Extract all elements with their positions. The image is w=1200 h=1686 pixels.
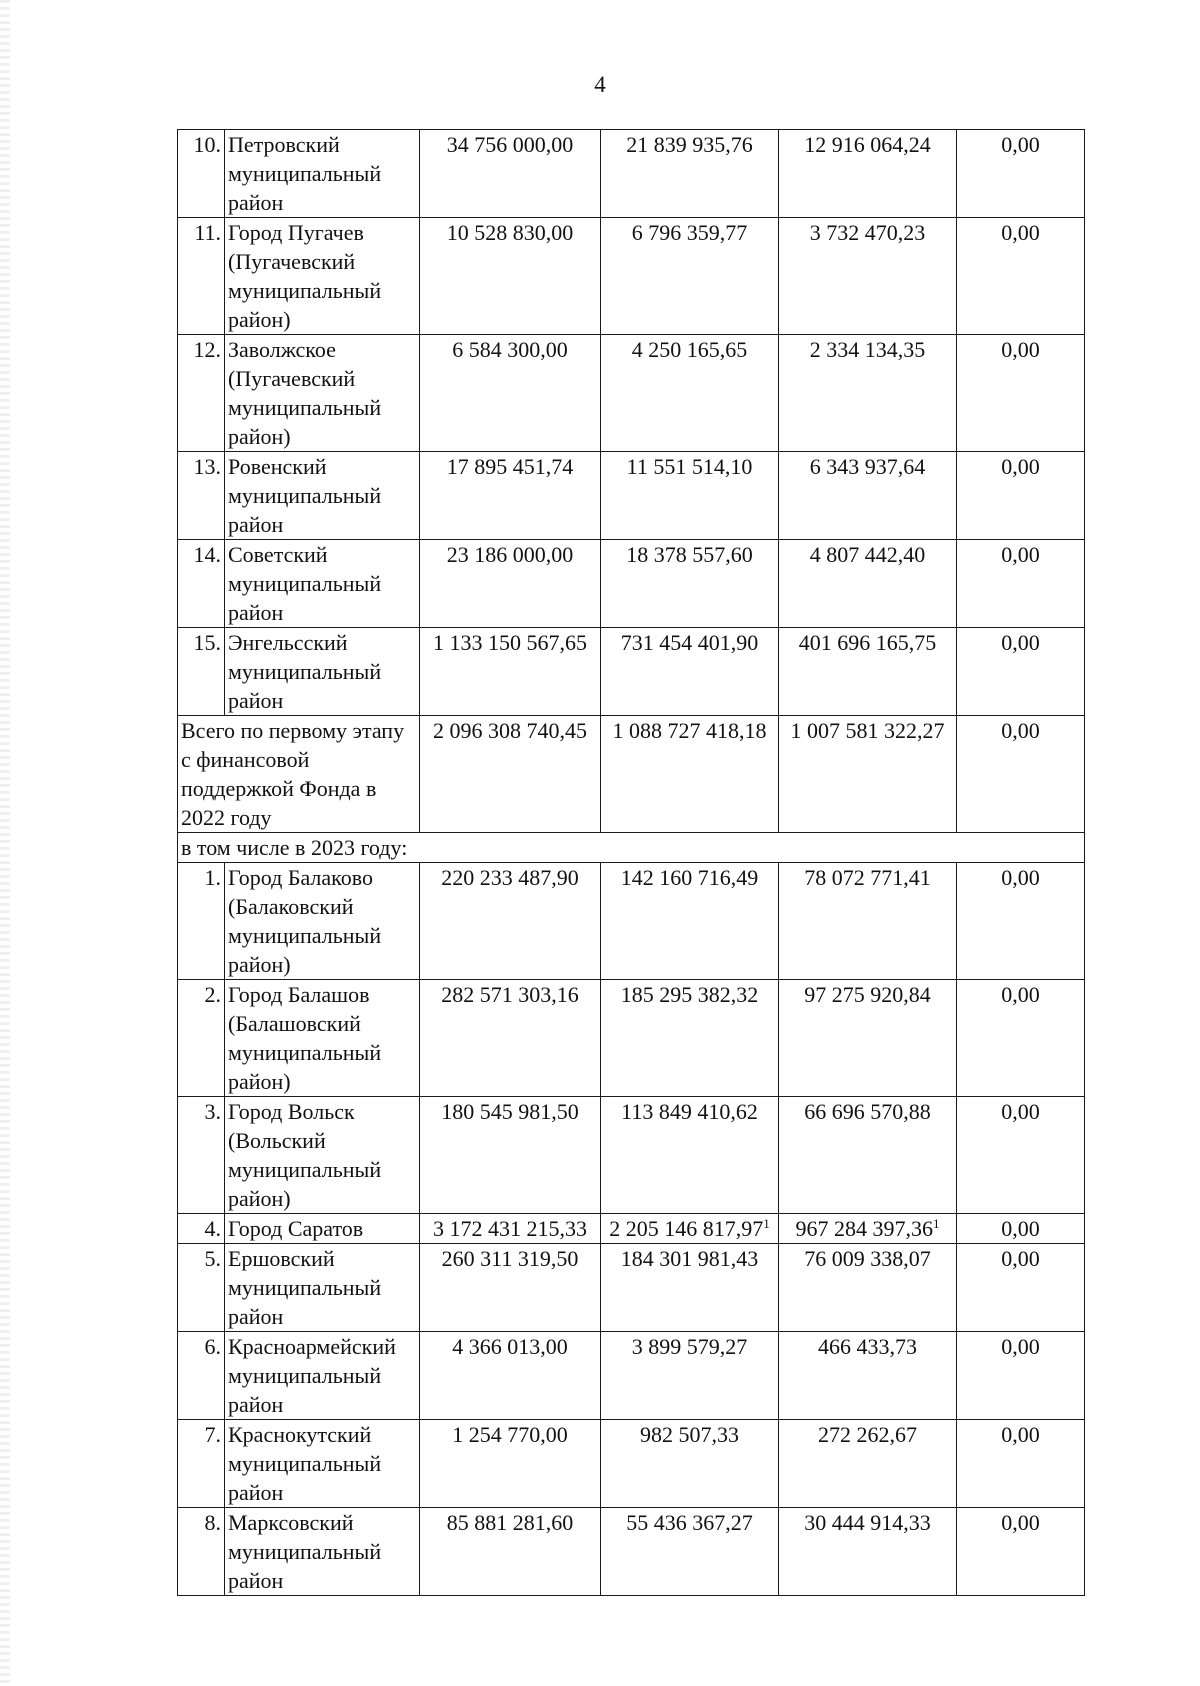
local-amount: 0,00 <box>957 335 1085 452</box>
table-row <box>178 1420 1085 1508</box>
regional-amount: 6 343 937,64 <box>779 452 957 540</box>
row-number: 15. <box>178 628 225 716</box>
fund-amount: 1 088 727 418,18 <box>601 716 779 833</box>
local-amount: 0,00 <box>957 628 1085 716</box>
regional-amount: 4 807 442,40 <box>779 540 957 628</box>
scan-edge-artifact <box>0 0 10 1686</box>
municipality-name: Энгельсский муниципальный район <box>225 628 420 716</box>
local-amount: 0,00 <box>957 716 1085 833</box>
regional-amount: 12 916 064,24 <box>779 130 957 218</box>
section-label: в том числе в 2023 году: <box>178 833 1085 863</box>
total-amount: 4 366 013,00 <box>420 1332 601 1420</box>
regional-amount: 30 444 914,33 <box>779 1508 957 1596</box>
row-number: 11. <box>178 218 225 335</box>
municipality-name: Город Вольск (Вольский муниципальный район) <box>225 1097 420 1214</box>
regional-amount: 2 334 134,35 <box>779 335 957 452</box>
row-number: 10. <box>178 130 225 218</box>
row-number: 3. <box>178 1097 225 1214</box>
municipality-name: Город Балашов (Балашовский муниципальный район) <box>225 980 420 1097</box>
local-amount: 0,00 <box>957 863 1085 980</box>
row-number: 4. <box>178 1214 225 1244</box>
regional-amount: 272 262,67 <box>779 1420 957 1508</box>
total-amount: 260 311 319,50 <box>420 1244 601 1332</box>
regional-amount: 66 696 570,88 <box>779 1097 957 1214</box>
table-row <box>178 130 1085 218</box>
local-amount: 0,00 <box>957 1097 1085 1214</box>
municipality-name: Ершовский муниципальный район <box>225 1244 420 1332</box>
table-row <box>178 1332 1085 1420</box>
table-row <box>178 1508 1085 1596</box>
municipality-name: Красноармейский муниципальный район <box>225 1332 420 1420</box>
municipality-name: Город Пугачев (Пугачевский муниципальный район) <box>225 218 420 335</box>
regional-amount: 76 009 338,07 <box>779 1244 957 1332</box>
regional-amount: 1 007 581 322,27 <box>779 716 957 833</box>
regional-amount: 78 072 771,41 <box>779 863 957 980</box>
municipality-name: Город Саратов <box>225 1214 420 1244</box>
page-number: 4 <box>594 72 606 97</box>
total-amount: 34 756 000,00 <box>420 130 601 218</box>
municipality-name: Марксовский муниципальный район <box>225 1508 420 1596</box>
local-amount: 0,00 <box>957 1420 1085 1508</box>
municipality-name: Ровенский муниципальный район <box>225 452 420 540</box>
fund-amount: 113 849 410,62 <box>601 1097 779 1214</box>
total-amount: 6 584 300,00 <box>420 335 601 452</box>
fund-amount: 55 436 367,27 <box>601 1508 779 1596</box>
footnote-marker: 1 <box>933 1216 940 1231</box>
total-amount: 282 571 303,16 <box>420 980 601 1097</box>
regional-amount <box>779 1214 957 1244</box>
fund-amount: 142 160 716,49 <box>601 863 779 980</box>
row-number: 8. <box>178 1508 225 1596</box>
regional-amount-value: 967 284 397,36 <box>795 1216 933 1241</box>
section-row <box>178 833 1085 863</box>
local-amount: 0,00 <box>957 1214 1085 1244</box>
total-amount: 10 528 830,00 <box>420 218 601 335</box>
municipality-name: Заволжское (Пугачевский муниципальный район) <box>225 335 420 452</box>
total-amount: 1 133 150 567,65 <box>420 628 601 716</box>
municipality-name: Советский муниципальный район <box>225 540 420 628</box>
row-number: 7. <box>178 1420 225 1508</box>
regional-amount: 401 696 165,75 <box>779 628 957 716</box>
row-number: 12. <box>178 335 225 452</box>
table-row <box>178 218 1085 335</box>
total-amount: 23 186 000,00 <box>420 540 601 628</box>
total-label: Всего по первому этапу с финансовой поддержкой Фонда в 2022 году <box>178 716 420 833</box>
row-number: 13. <box>178 452 225 540</box>
local-amount: 0,00 <box>957 980 1085 1097</box>
table-row <box>178 335 1085 452</box>
footnote-marker: 1 <box>763 1216 770 1231</box>
fund-amount: 21 839 935,76 <box>601 130 779 218</box>
fund-amount: 185 295 382,32 <box>601 980 779 1097</box>
local-amount: 0,00 <box>957 130 1085 218</box>
table-row <box>178 452 1085 540</box>
total-amount: 17 895 451,74 <box>420 452 601 540</box>
fund-amount: 184 301 981,43 <box>601 1244 779 1332</box>
local-amount: 0,00 <box>957 1508 1085 1596</box>
total-amount: 2 096 308 740,45 <box>420 716 601 833</box>
table-row <box>178 1244 1085 1332</box>
row-number: 1. <box>178 863 225 980</box>
fund-amount <box>601 1214 779 1244</box>
total-amount: 3 172 431 215,33 <box>420 1214 601 1244</box>
regional-amount: 97 275 920,84 <box>779 980 957 1097</box>
total-amount: 85 881 281,60 <box>420 1508 601 1596</box>
regional-amount: 466 433,73 <box>779 1332 957 1420</box>
fund-amount: 731 454 401,90 <box>601 628 779 716</box>
municipality-name: Краснокутский муниципальный район <box>225 1420 420 1508</box>
table-row <box>178 628 1085 716</box>
table-row <box>178 1097 1085 1214</box>
local-amount: 0,00 <box>957 540 1085 628</box>
total-row <box>178 716 1085 833</box>
table-row <box>178 980 1085 1097</box>
municipality-name: Город Балаково (Балаковский муниципальный район) <box>225 863 420 980</box>
fund-amount: 4 250 165,65 <box>601 335 779 452</box>
fund-amount: 18 378 557,60 <box>601 540 779 628</box>
total-amount: 1 254 770,00 <box>420 1420 601 1508</box>
fund-amount: 11 551 514,10 <box>601 452 779 540</box>
fund-amount: 3 899 579,27 <box>601 1332 779 1420</box>
local-amount: 0,00 <box>957 218 1085 335</box>
row-number: 14. <box>178 540 225 628</box>
row-number: 6. <box>178 1332 225 1420</box>
total-amount: 220 233 487,90 <box>420 863 601 980</box>
local-amount: 0,00 <box>957 1332 1085 1420</box>
local-amount: 0,00 <box>957 1244 1085 1332</box>
total-amount: 180 545 981,50 <box>420 1097 601 1214</box>
table-row <box>178 1214 1085 1244</box>
funding-table <box>177 129 1085 1596</box>
row-number: 5. <box>178 1244 225 1332</box>
fund-amount: 6 796 359,77 <box>601 218 779 335</box>
local-amount: 0,00 <box>957 452 1085 540</box>
table-row <box>178 863 1085 980</box>
municipality-name: Петровский муниципальный район <box>225 130 420 218</box>
fund-amount: 982 507,33 <box>601 1420 779 1508</box>
regional-amount: 3 732 470,23 <box>779 218 957 335</box>
fund-amount-value: 2 205 146 817,97 <box>609 1216 764 1241</box>
table-row <box>178 540 1085 628</box>
row-number: 2. <box>178 980 225 1097</box>
